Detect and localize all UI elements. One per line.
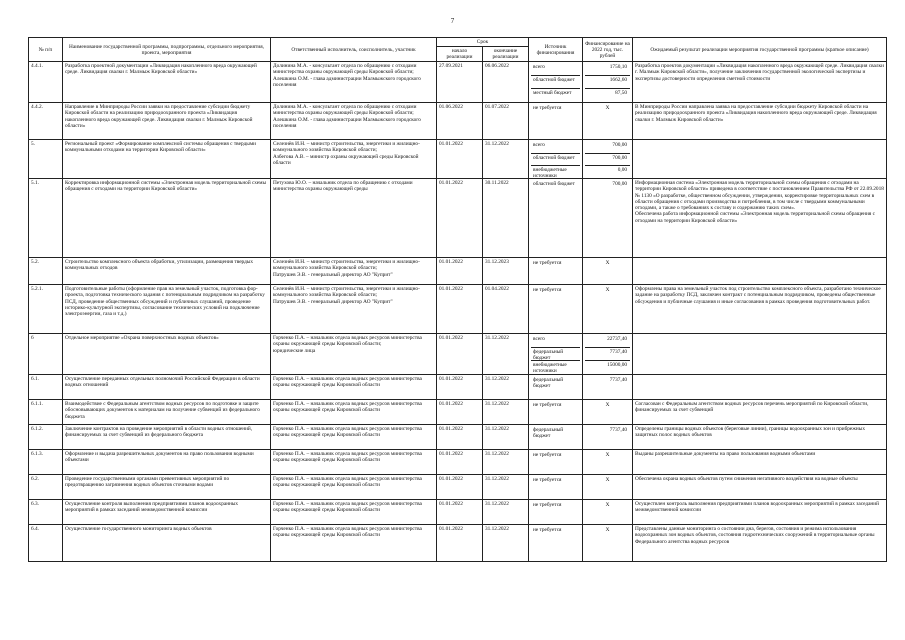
row-responsible: Селезнёв И.Н. – министр строительства, энергетики и жилищно-коммунального хозяйства Кировской области; Патрушев Э.В. - генеральный директор АО "Куприт"	[271, 258, 437, 285]
header-end: окончание реализации	[483, 47, 529, 62]
row-number: 6.1.	[29, 375, 63, 400]
row-expected-result: Представлены данные мониторинга о состоянии дна, берегов, состояния и режима использования водоохранных зон водных объектов, состояния гидротехнических сооружений в территориальные органы Федерального агентства водных ресурсов	[633, 525, 887, 562]
row-responsible: Горченко П.А. – начальник отдела водных ресурсов министерства охраны окружающей среды Кировской области	[271, 475, 437, 500]
source-item: внебюджетные источники	[533, 166, 567, 179]
row-name: Подготовительные работы (оформление прав на земельный участок, подготовка фор-проекта, подготовка технического задания с потенциальным подрядчиком на разработку ПСД, проведение общественных обсуждений и публичных слушаний, проведение историко-культурной экспертизы, согласование технических условий на подключение электроэнергии, газа и т.д.)	[63, 285, 271, 334]
not-applicable-mark: X	[605, 287, 610, 294]
row-end-date: 31.12.2022	[483, 400, 529, 425]
row-name: Осуществление контроля выполнения предприятиями планов водоохранных мероприятий в рамках заседаний межведомственной комиссии	[63, 500, 271, 525]
row-start-date: 01.01.2022	[437, 258, 483, 285]
row-amounts	[583, 450, 633, 475]
row-amounts	[583, 140, 633, 179]
row-end-date: 31.12.2022	[483, 425, 529, 450]
not-applicable-mark: X	[605, 527, 610, 534]
row-responsible: Селезнёв И.Н. – министр строительства, энергетики и жилищно-коммунального хозяйства Кировской области; Азбегова А.В. – министр охраны окружающей среды Кировской области	[271, 140, 437, 179]
header-amount: Финансирование на 2022 год, тыс. рублей	[583, 38, 633, 62]
table-row	[29, 62, 887, 103]
header-name: Наименование государственной программы, подпрограммы, отдельного мероприятия, проекта, мероприятия	[63, 38, 271, 62]
table-row	[29, 525, 887, 562]
row-sources	[529, 62, 583, 103]
row-expected-result: Определены границы водных объектов (береговые линии), границы водоохранных зон и прибрежных защитных полос водных объектов	[633, 425, 887, 450]
amount-item: 7737,40	[609, 427, 627, 434]
row-number: 6.2.	[29, 475, 63, 500]
row-number: 6.3.	[29, 500, 63, 525]
row-expected-result: Осуществлен контроль выполнения предприятиями планов водоохранных мероприятий в рамках заседаний межведомственной комиссии	[633, 500, 887, 525]
row-responsible: Горченко П.А. – начальник отдела водных ресурсов министерства охраны окружающей среды Кировской области	[271, 375, 437, 400]
row-amounts	[583, 500, 633, 525]
row-start-date: 01.01.2022	[437, 525, 483, 562]
table-row	[29, 450, 887, 475]
row-amounts	[583, 62, 633, 103]
header-num: № п/п	[29, 38, 63, 62]
table-row	[29, 258, 887, 285]
row-amounts	[583, 258, 633, 285]
not-applicable-mark: X	[605, 402, 610, 409]
row-expected-result: Обеспечена охрана водных объектов путем снижения негативного воздействия на водные объекты	[633, 475, 887, 500]
row-responsible: Горченко П.А. – начальник отдела водных ресурсов министерства охраны окружающей среды Кировской области	[271, 500, 437, 525]
source-item: не требуется	[533, 105, 562, 112]
source-item: всего	[531, 63, 580, 76]
row-sources	[529, 525, 583, 562]
header-responsible: Ответственный исполнитель, соисполнитель, участник	[271, 38, 437, 62]
source-item: не требуется	[533, 502, 562, 509]
table-row	[29, 179, 887, 258]
row-name: Региональный проект «Формирование комплексной системы обращения с твердыми коммунальными отходами на территории Кировской области»	[63, 140, 271, 179]
source-item: внебюджетные источники	[533, 362, 567, 375]
row-expected-result: Информационная система «Электронная модель территориальной схемы обращения с отходами на территории Кировской области» приведена в соответствие с постановлением Правительства РФ от 22.09.2018 № 1130 «О разработке, общественном обсуждении, утверждении, корректировке территориальных схем в области обращения с отходами производства и потребления, в том числе с твердыми коммунальными отходами, а также о требованиях к составу и содержанию таких схем». Обеспечена работа информационной системы «Электронная модель территориальной схемы обращения с отходами на территории Кировской области»	[633, 179, 887, 258]
row-responsible: Селезнёв И.Н. – министр строительства, энергетики и жилищно-коммунального хозяйства Кировской области; Патрушев Э.В. - генеральный директор АО "Куприт"	[271, 285, 437, 334]
row-number: 5.2.1.	[29, 285, 63, 334]
row-start-date: 01.01.2022	[437, 450, 483, 475]
row-start-date: 01.06.2022	[437, 103, 483, 140]
header-term: Срок	[437, 38, 529, 47]
amount-item: 7737,40	[609, 377, 627, 384]
row-responsible: Горченко П.А. – начальник отдела водных ресурсов министерства охраны окружающей среды Кировской области	[271, 400, 437, 425]
row-expected-result	[633, 258, 887, 285]
row-amounts	[583, 475, 633, 500]
amount-item: 87,50	[615, 90, 627, 97]
row-expected-result: Разработка проектов документации «Ликвидация накопленного вреда окружающей среде. Ликвидация свалки г. Малмыж Кировской области», получение заключения государственной экологической экспертизы и экспертизы достоверности определения сметной стоимости	[633, 62, 887, 103]
source-item: местный бюджет	[533, 90, 572, 97]
row-amounts	[583, 179, 633, 258]
row-expected-result: Оформлены права на земельный участок под строительство комплексного объекта, разработано техническое задание на разработку ПСД, заключен контракт с потенциальным подрядчиком, проведены общественные обсуждения и публичные слушания и иные согласования в рамках проведения подготовительных работ.	[633, 285, 887, 334]
row-start-date: 01.01.2022	[437, 500, 483, 525]
table-row	[29, 425, 887, 450]
row-end-date: 31.12.2022	[483, 500, 529, 525]
row-end-date: 30.11.2022	[483, 179, 529, 258]
not-applicable-mark: X	[605, 477, 610, 484]
row-responsible: Горченко П.А. – начальник отдела водных ресурсов министерства охраны окружающей среды Кировской области; юридические лица	[271, 334, 437, 375]
program-plan-table	[28, 37, 887, 562]
table-row	[29, 375, 887, 400]
table-row	[29, 103, 887, 140]
amount-item: 700,00	[612, 181, 627, 188]
row-number: 4.4.2.	[29, 103, 63, 140]
row-start-date: 01.01.2022	[437, 400, 483, 425]
amount-item: 15000,00	[607, 362, 627, 369]
row-amounts	[583, 103, 633, 140]
source-item: всего	[531, 141, 580, 153]
row-end-date: 31.12.2022	[483, 450, 529, 475]
row-start-date: 01.01.2022	[437, 179, 483, 258]
row-number: 6.1.2.	[29, 425, 63, 450]
not-applicable-mark: X	[605, 502, 610, 509]
table-row	[29, 334, 887, 375]
row-amounts	[583, 525, 633, 562]
amount-item: 0,00	[617, 166, 627, 173]
row-expected-result: Выданы разрешительные документы на право пользования водными объектами	[633, 450, 887, 475]
source-item: не требуется	[533, 402, 562, 409]
row-end-date: 31.12.2022	[483, 140, 529, 179]
table-row	[29, 400, 887, 425]
row-sources	[529, 140, 583, 179]
row-name: Проведение государственными органами превентивных мероприятий по предотвращению загрязнения водных объектов сточными водами	[63, 475, 271, 500]
row-number: 5.	[29, 140, 63, 179]
row-end-date: 31.12.2023	[483, 258, 529, 285]
row-name: Осуществление государственного мониторинга водных объектов	[63, 525, 271, 562]
row-responsible: Петухова Ю.О. – начальник отдела по обращению с отходами министерства охраны окружающей среды	[271, 179, 437, 258]
header-start: начало реализации	[437, 47, 483, 62]
row-start-date: 01.01.2022	[437, 375, 483, 400]
row-number: 5.2.	[29, 258, 63, 285]
row-sources	[529, 375, 583, 400]
row-amounts	[583, 285, 633, 334]
row-sources	[529, 258, 583, 285]
source-item: федеральный бюджет	[531, 348, 580, 361]
not-applicable-mark: X	[605, 105, 610, 112]
table-row	[29, 500, 887, 525]
amount-item: 1662,60	[585, 76, 630, 89]
amount-item: 22737,40	[585, 335, 630, 348]
row-start-date: 01.01.2022	[437, 285, 483, 334]
row-responsible: Горченко П.А. – начальник отдела водных ресурсов министерства охраны окружающей среды Кировской области	[271, 425, 437, 450]
row-expected-result	[633, 334, 887, 375]
amount-item: 700,00	[585, 154, 630, 166]
source-item: не требуется	[533, 477, 562, 484]
row-amounts	[583, 400, 633, 425]
header-source: Источник финансирования	[529, 38, 583, 62]
row-end-date: 31.12.2022	[483, 375, 529, 400]
row-end-date: 31.12.2022	[483, 525, 529, 562]
row-name: Строительство комплексного объекта обработки, утилизации, размещения твердых коммунальных отходов	[63, 258, 271, 285]
row-expected-result	[633, 375, 887, 400]
source-item: областной бюджет	[531, 154, 580, 166]
row-sources	[529, 103, 583, 140]
row-name: Заключение контрактов на проведение мероприятий в области водных отношений, финансируемых за счет субвенций из федерального бюджета	[63, 425, 271, 450]
row-name: Отдельное мероприятие «Охрана поверхностных водных объектов»	[63, 334, 271, 375]
row-sources	[529, 334, 583, 375]
table-row	[29, 140, 887, 179]
source-item: не требуется	[533, 452, 562, 459]
row-name: Корректировка информационной системы «Электронная модель территориальной схемы обращения с отходами на территории Кировской области»	[63, 179, 271, 258]
row-amounts	[583, 375, 633, 400]
row-end-date: 31.12.2022	[483, 334, 529, 375]
row-sources	[529, 179, 583, 258]
row-number: 6	[29, 334, 63, 375]
table-row	[29, 285, 887, 334]
row-responsible: Долинина М.А. - консультант отдела по обращению с отходами министерства охраны окружающей среды Кировской области; Алешкина О.М. - глава администрации Малмыжского городского поселения	[271, 62, 437, 103]
row-number: 6.1.1.	[29, 400, 63, 425]
source-item: федеральный бюджет	[533, 427, 564, 440]
row-sources	[529, 425, 583, 450]
row-start-date: 27.09.2021	[437, 62, 483, 103]
amount-item: 7737,40	[585, 348, 630, 361]
row-expected-result: Согласован с Федеральным агентством водных ресурсов перечень мероприятий по Кировской области, финансируемых за счет субвенций	[633, 400, 887, 425]
row-sources	[529, 285, 583, 334]
row-responsible: Горченко П.А. – начальник отдела водных ресурсов министерства охраны окружающей среды Кировской области	[271, 450, 437, 475]
row-name: Оформление и выдача разрешительных документов на право пользования водными объектами	[63, 450, 271, 475]
amount-item: 700,00	[585, 141, 630, 153]
page-number: 7	[450, 17, 455, 25]
row-start-date: 01.01.2022	[437, 425, 483, 450]
not-applicable-mark: X	[605, 260, 610, 267]
row-number: 5.1.	[29, 179, 63, 258]
row-start-date: 01.01.2022	[437, 475, 483, 500]
row-expected-result: В Минприроды России направлена заявка на предоставление субсидии бюджету Кировской области на реализацию природоохранного проекта «Ликвидация накопленного вреда окружающей среде. Ликвидация свалки г. Малмыж Кировской области»	[633, 103, 887, 140]
row-name: Осуществление переданных отдельных полномочий Российской Федерации в области водных отношений	[63, 375, 271, 400]
source-item: не требуется	[533, 527, 562, 534]
amount-item: 1750,10	[585, 63, 630, 76]
source-item: областной бюджет	[533, 181, 575, 188]
row-amounts	[583, 425, 633, 450]
source-item: федеральный бюджет	[533, 377, 564, 390]
row-end-date: 01.07.2022	[483, 103, 529, 140]
row-amounts	[583, 334, 633, 375]
not-applicable-mark: X	[605, 452, 610, 459]
row-sources	[529, 400, 583, 425]
header-result: Ожидаемый результат реализации мероприятия государственной программы (краткое описание)	[633, 38, 887, 62]
source-item: не требуется	[533, 287, 562, 294]
row-name: Направление в Минприроды России заявки на предоставление субсидии бюджету Кировской области на реализацию природоохранного проекта «Ликвидация накопленного вреда окружающей среде. Ликвидация свалки г. Малмыж Кировской области»	[63, 103, 271, 140]
source-item: областной бюджет	[531, 76, 580, 89]
row-number: 6.1.3.	[29, 450, 63, 475]
row-number: 4.4.1.	[29, 62, 63, 103]
row-responsible: Долинина М.А. - консультант отдела по обращению с отходами министерства охраны окружающей среды Кировской области; Алешкина О.М. - глава администрации Малмыжского городского поселения	[271, 103, 437, 140]
row-start-date: 01.01.2022	[437, 140, 483, 179]
row-sources	[529, 450, 583, 475]
source-item: не требуется	[533, 260, 562, 267]
row-end-date: 06.06.2022	[483, 62, 529, 103]
row-sources	[529, 475, 583, 500]
row-sources	[529, 500, 583, 525]
source-item: всего	[531, 335, 580, 348]
row-responsible: Горченко П.А. – начальник отдела водных ресурсов министерства охраны окружающей среды Кировской области	[271, 525, 437, 562]
row-end-date: 31.12.2022	[483, 475, 529, 500]
row-start-date: 01.01.2022	[437, 334, 483, 375]
row-expected-result	[633, 140, 887, 179]
row-end-date: 01.04.2022	[483, 285, 529, 334]
table-body	[29, 62, 887, 562]
table-row	[29, 475, 887, 500]
row-number: 6.4.	[29, 525, 63, 562]
row-name: Разработка проектной документации «Ликвидация накопленного вреда окружающей среде. Ликвидация свалки г. Малмыж Кировской области»	[63, 62, 271, 103]
row-name: Взаимодействие с Федеральным агентством водных ресурсов по подготовке и защите обосновывающих документов к материалам на получение субвенций из федерального бюджета	[63, 400, 271, 425]
